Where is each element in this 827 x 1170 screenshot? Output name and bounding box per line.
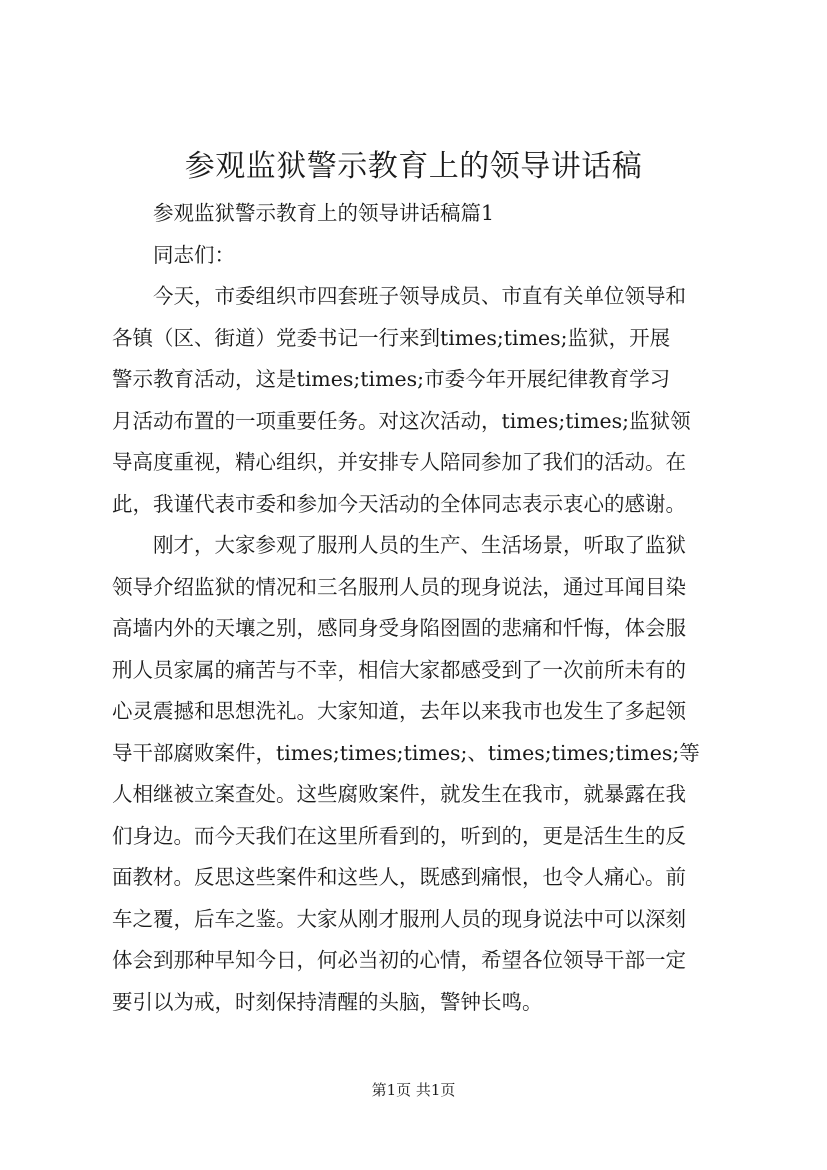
paragraph-line: 月活动布置的一项重要任务。对这次活动，times;times;监狱领	[112, 408, 691, 433]
paragraph-line: 刚才，大家参观了服刑人员的生产、生活场景，听取了监狱	[153, 533, 686, 557]
salutation: 同志们：	[153, 242, 235, 267]
paragraph-line: 车之覆，后车之鉴。大家从刚才服刑人员的现身说法中可以深刻	[112, 906, 686, 931]
paragraph-line: 领导介绍监狱的情况和三名服刑人员的现身说法，通过耳闻目染	[112, 574, 686, 599]
page-footer: 第1页 共1页	[371, 1081, 456, 1099]
section-heading: 参观监狱警示教育上的领导讲话稿篇1	[153, 201, 495, 225]
paragraph-line: 今天，市委组织市四套班子领导成员、市直有关单位领导和	[153, 284, 686, 308]
paragraph-line: 刑人员家属的痛苦与不幸，相信大家都感受到了一次前所未有的	[112, 657, 686, 682]
paragraph-line: 面教材。反思这些案件和这些人，既感到痛恨，也令人痛心。前	[112, 865, 686, 889]
paragraph-line: 此，我谨代表市委和参加今天活动的全体同志表示衷心的感谢。	[112, 491, 686, 516]
paragraph-line: 高墙内外的天壤之别，感同身受身陷囹圄的悲痛和忏悔，体会服	[112, 616, 686, 640]
document-body	[112, 193, 738, 1023]
paragraph-line: 导干部腐败案件，times;times;times;、times;times;times;等	[112, 740, 700, 765]
paragraph-line: 警示教育活动，这是times;times;市委今年开展纪律教育学习	[112, 367, 671, 391]
paragraph-line: 导高度重视，精心组织，并安排专人陪同参加了我们的活动。在	[112, 450, 686, 474]
paragraph-line: 心灵震撼和思想洗礼。大家知道，去年以来我市也发生了多起领	[112, 699, 686, 723]
paragraph-line: 要引以为戒，时刻保持清醒的头脑，警钟长鸣。	[112, 989, 543, 1014]
document-title: 参观监狱警示教育上的领导讲话稿	[184, 149, 643, 184]
paragraph-line: 体会到那种早知今日，何必当初的心情，希望各位领导干部一定	[112, 948, 686, 972]
paragraph-line: 各镇（区、街道）党委书记一行来到times;times;监狱，开展	[112, 325, 671, 350]
paragraph-line: 们身边。而今天我们在这里所看到的，听到的，更是活生生的反	[112, 823, 686, 848]
paragraph-line: 人相继被立案查处。这些腐败案件，就发生在我市，就暴露在我	[112, 782, 686, 806]
